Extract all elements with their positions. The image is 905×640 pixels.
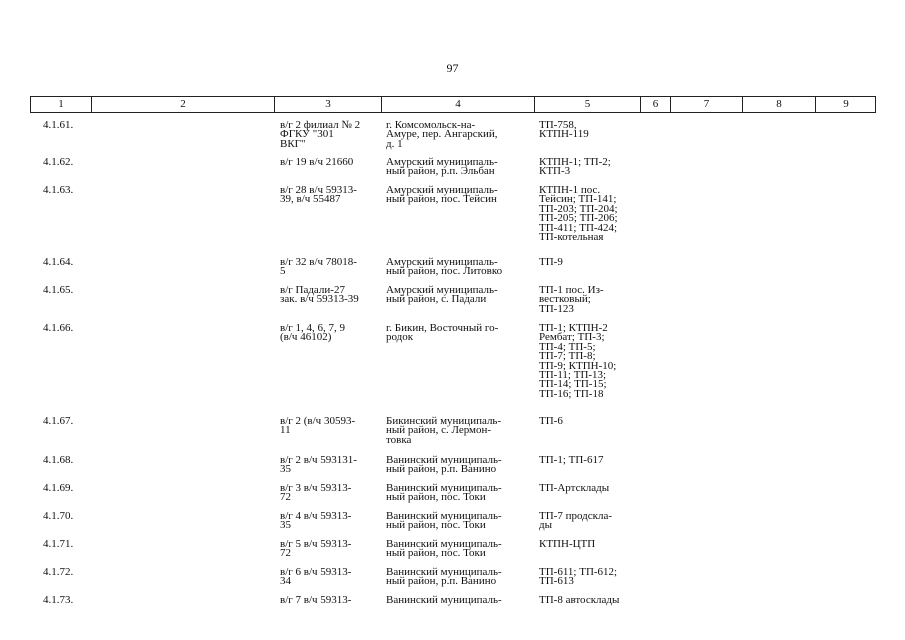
row-number: 4.1.72.: [43, 566, 74, 578]
substation-cell: ТП-1 пос. Из- вестковый; ТП-123: [539, 284, 604, 315]
military-town-cell: в/г 2 (в/ч 30593- 11: [280, 415, 356, 437]
header-col-4: 4: [382, 97, 535, 112]
military-town-cell: в/г 2 филиал № 2 ФГКУ "301 ВКГ": [280, 119, 361, 150]
row-number: 4.1.73.: [43, 594, 74, 606]
header-col-3: 3: [275, 97, 382, 112]
substation-cell: КТПН-ЦТП: [539, 538, 596, 550]
row-number: 4.1.70.: [43, 510, 74, 522]
location-cell: Бикинский муниципаль- ный район, с. Лермон- товка: [386, 415, 502, 446]
row-number: 4.1.69.: [43, 482, 74, 494]
header-col-7: 7: [671, 97, 743, 112]
location-cell: Ванинский муниципаль- ный район, пос. Токи: [386, 510, 502, 532]
row-number: 4.1.71.: [43, 538, 74, 550]
location-cell: Амурский муниципаль- ный район, с. Падали: [386, 284, 498, 306]
location-cell: Амурский муниципаль- ный район, пос. Тейсин: [386, 184, 498, 206]
row-number: 4.1.66.: [43, 322, 74, 334]
row-number: 4.1.67.: [43, 415, 74, 427]
military-town-cell: в/г 19 в/ч 21660: [280, 156, 354, 168]
header-col-8: 8: [743, 97, 816, 112]
military-town-cell: в/г 7 в/ч 59313-: [280, 594, 352, 606]
substation-cell: ТП-758, КТПН-119: [539, 119, 589, 141]
location-cell: Ванинский муниципаль- ный район, пос. Токи: [386, 482, 502, 504]
military-town-cell: в/г 5 в/ч 59313- 72: [280, 538, 352, 560]
row-number: 4.1.65.: [43, 284, 74, 296]
location-cell: Ванинский муниципаль- ный район, пос. Токи: [386, 538, 502, 560]
location-cell: Амурский муниципаль- ный район, пос. Литовко: [386, 256, 503, 278]
header-col-6: 6: [641, 97, 671, 112]
military-town-cell: в/г 6 в/ч 59313- 34: [280, 566, 352, 588]
military-town-cell: в/г 1, 4, 6, 7, 9 (в/ч 46102): [280, 322, 346, 344]
substation-cell: ТП-7 продскла- ды: [539, 510, 613, 532]
row-number: 4.1.68.: [43, 454, 74, 466]
row-number: 4.1.61.: [43, 119, 74, 131]
military-town-cell: в/г 32 в/ч 78018- 5: [280, 256, 357, 278]
substation-cell: ТП-Артсклады: [539, 482, 610, 494]
substation-cell: ТП-1; ТП-617: [539, 454, 604, 466]
location-cell: г. Бикин, Восточный го- родок: [386, 322, 499, 344]
page-number: 97: [446, 61, 459, 75]
military-town-cell: в/г 3 в/ч 59313- 72: [280, 482, 352, 504]
location-cell: Амурский муниципаль- ный район, р.п. Эльбан: [386, 156, 498, 178]
military-town-cell: в/г Падали-27 зак. в/ч 59313-39: [280, 284, 359, 306]
substation-cell: ТП-8 автосклады: [539, 594, 620, 606]
substation-cell: ТП-1; КТПН-2 Рембат; ТП-3; ТП-4; ТП-5; ТП-7; ТП-8; ТП-9; КТПН-10; ТП-11; ТП-13; ТП-14; ТП-15; ТП-16; ТП-18: [539, 322, 617, 400]
row-number: 4.1.64.: [43, 256, 74, 268]
header-col-5: 5: [535, 97, 641, 112]
header-col-2: 2: [92, 97, 275, 112]
military-town-cell: в/г 4 в/ч 59313- 35: [280, 510, 352, 532]
header-col-9: 9: [843, 98, 849, 110]
military-town-cell: в/г 2 в/ч 593131- 35: [280, 454, 357, 476]
military-town-cell: в/г 28 в/ч 59313- 39, в/ч 55487: [280, 184, 357, 206]
substation-cell: ТП-611; ТП-612; ТП-613: [539, 566, 618, 588]
location-cell: Ванинский муниципаль- ный район, р.п. Ванино: [386, 566, 502, 588]
location-cell: Ванинский муниципаль-: [386, 594, 502, 606]
header-col-1: 1: [31, 97, 92, 112]
substation-cell: ТП-9: [539, 256, 563, 268]
row-number: 4.1.63.: [43, 184, 74, 196]
row-number: 4.1.62.: [43, 156, 74, 168]
location-cell: г. Комсомольск-на- Амуре, пер. Ангарский, д. 1: [386, 119, 498, 150]
location-cell: Ванинский муниципаль- ный район, р.п. Ванино: [386, 454, 502, 476]
substation-cell: ТП-6: [539, 415, 563, 427]
table-header: [30, 96, 876, 113]
substation-cell: КТПН-1; ТП-2; КТП-3: [539, 156, 611, 178]
substation-cell: КТПН-1 пос. Тейсин; ТП-141; ТП-203; ТП-204; ТП-205; ТП-206; ТП-411; ТП-424; ТП-котельная: [539, 184, 618, 244]
